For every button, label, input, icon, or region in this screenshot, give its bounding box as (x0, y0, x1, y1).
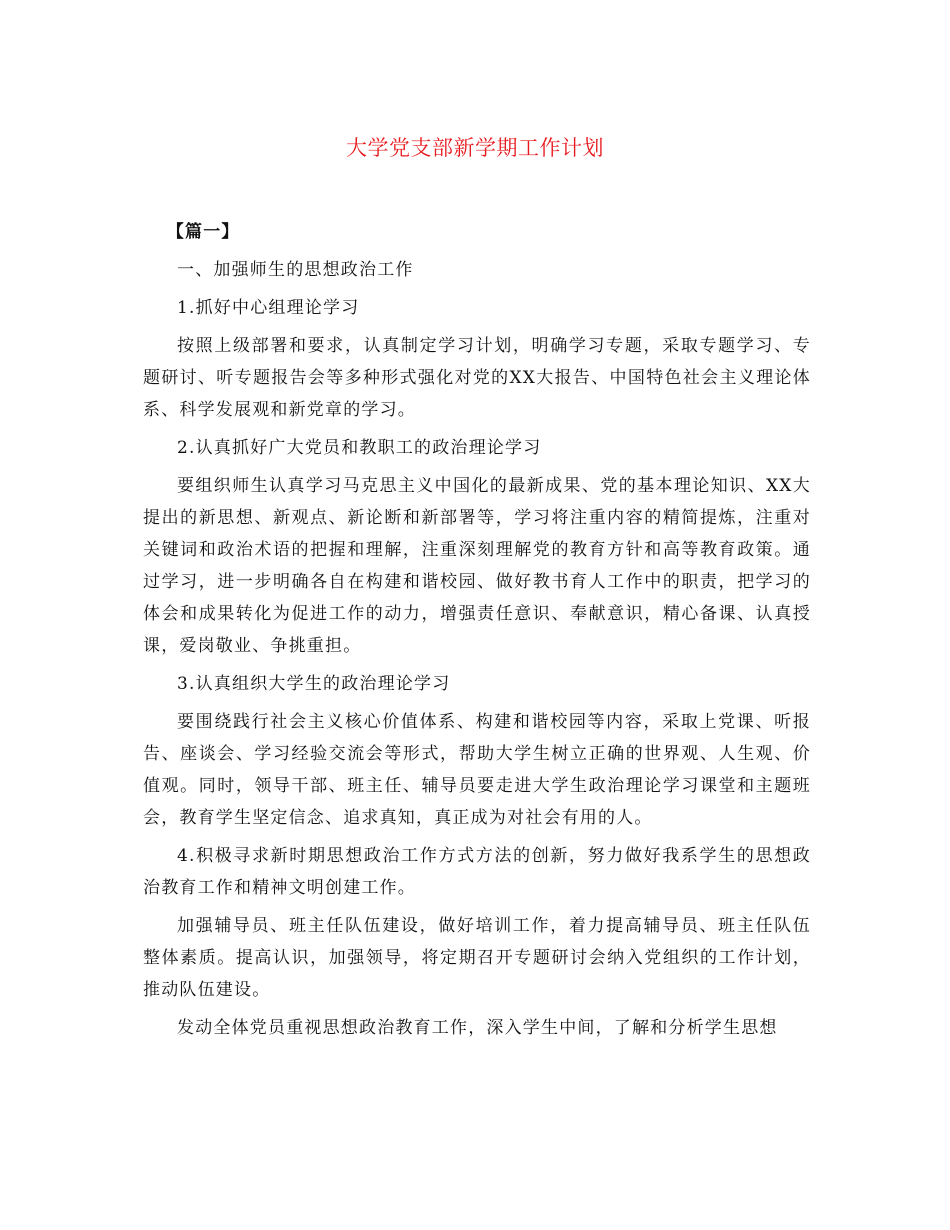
paragraph-4: 4.积极寻求新时期思想政治工作方式方法的创新，努力做好我系学生的思想政治教育工作和精神文明创建工作。 (143, 846, 811, 898)
paragraph-3: 要围绕践行社会主义核心价值体系、构建和谐校园等内容，采取上党课、听报告、座谈会、学习经验交流会等形式，帮助大学生树立正确的世界观、人生观、价值观。同时，领导干部、班主任、辅导员要走进大学生政治理论学习课堂和主题班会，教育学生坚定信念、追求真知，真正成为对社会有用的人。 (143, 712, 811, 828)
section-label: 【篇一】 (166, 222, 240, 242)
heading-1: 一、加强师生的思想政治工作 (177, 260, 414, 280)
paragraph-1: 按照上级部署和要求，认真制定学习计划，明确学习专题，采取专题学习、专题研讨、听专题报告会等多种形式强化对党的XX大报告、中国特色社会主义理论体系、科学发展观和新党章的学习。 (143, 336, 811, 420)
paragraph-2: 要组织师生认真学习马克思主义中国化的最新成果、党的基本理论知识、XX大提出的新思想、新观点、新论断和新部署等，学习将注重内容的精简提炼，注重对关键词和政治术语的把握和理解，注重深刻理解党的教育方针和高等教育政策。通过学习，进一步明确各自在构建和谐校园、做好教书育人工作中的职责，把学习的体会和成果转化为促进工作的动力，增强责任意识、奉献意识，精心备课、认真授课，爱岗敬业、争挑重担。 (143, 476, 811, 656)
document-title: 大学党支部新学期工作计划 (346, 136, 604, 160)
document-body (143, 216, 811, 1050)
subheading-1: 1.抓好中心组理论学习 (177, 298, 360, 318)
paragraph-6: 发动全体党员重视思想政治教育工作，深入学生中间，了解和分析学生思想 (177, 1018, 778, 1038)
subheading-3: 3.认真组织大学生的政治理论学习 (177, 674, 451, 694)
subheading-2: 2.认真抓好广大党员和教职工的政治理论学习 (177, 438, 542, 458)
paragraph-5: 加强辅导员、班主任队伍建设，做好培训工作，着力提高辅导员、班主任队伍整体素质。提高认识，加强领导，将定期召开专题研讨会纳入党组织的工作计划，推动队伍建设。 (143, 916, 811, 1000)
